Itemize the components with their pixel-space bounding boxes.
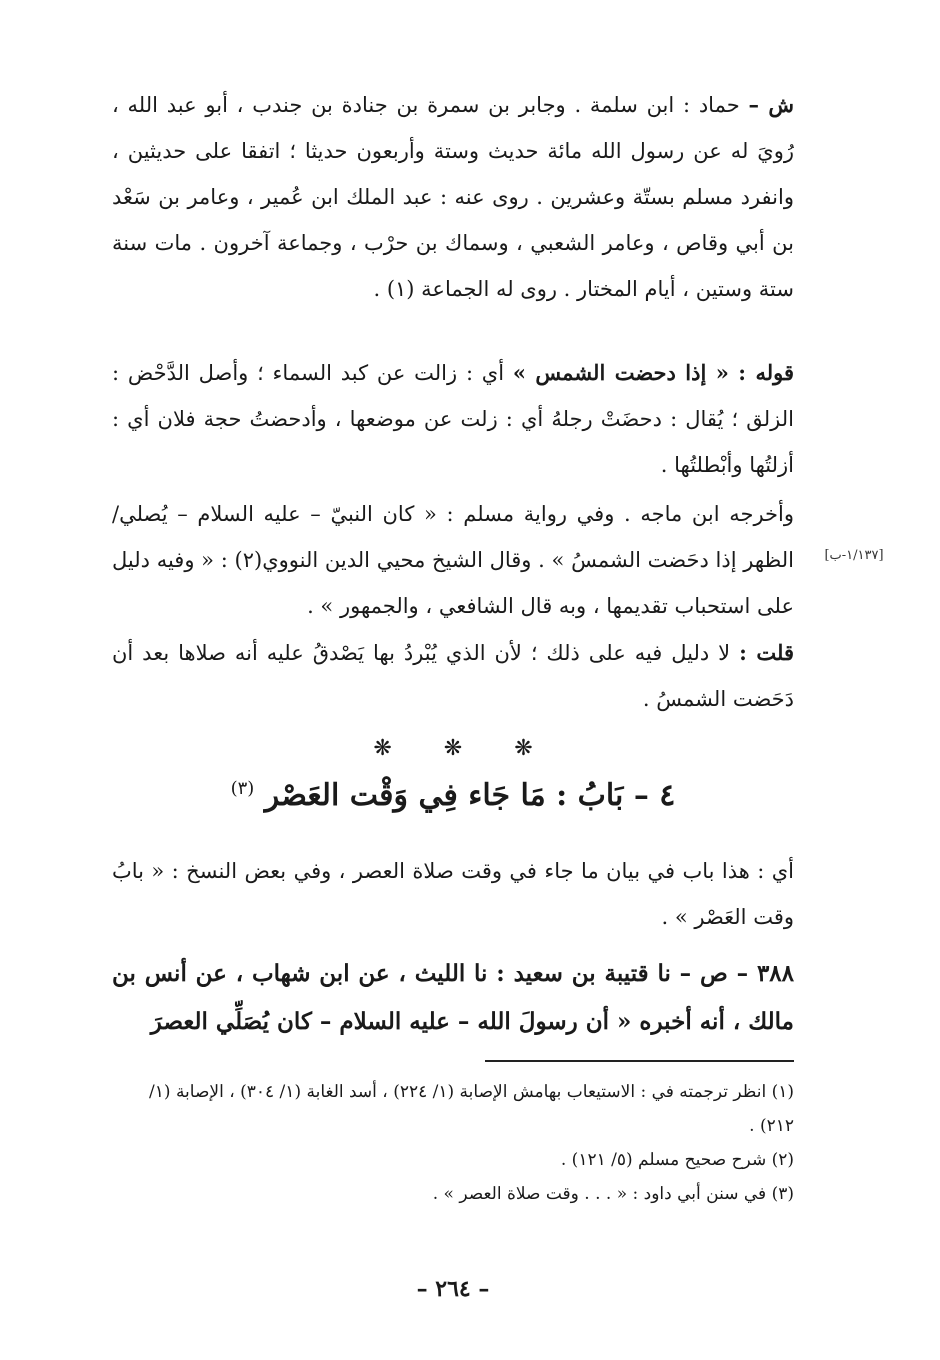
footnotes-list — [112, 1075, 794, 1211]
page-number: – ٢٦٤ – — [416, 1276, 490, 1302]
commentary-paragraph-sources — [112, 491, 794, 629]
commentary-paragraph-opinion — [112, 630, 794, 722]
commentary-lead: ش – — [748, 92, 794, 117]
footnote-divider — [485, 1060, 794, 1062]
chapter-title: ٤ – بَابُ : مَا جَاء فِي وَقْت العَصْر — [264, 778, 676, 813]
star-ornament: ❋ — [373, 736, 392, 761]
star-ornament: ❋ — [443, 736, 463, 761]
manuscript-folio-marker: [١/١٣٧-ب] — [824, 548, 884, 563]
footnote-item: (٢) شرح صحيح مسلم (٥/ ١٢١) . — [560, 1150, 794, 1170]
footnote-ref: (٣) — [230, 778, 255, 799]
hadith-text: ٣٨٨ – ص – نا قتيبة بن سعيد : نا الليث ، عن ابن شهاب ، عن أنس بن مالك ، أنه أخبره « أن رسولَ الله – عليه السلام – كان يُصَلِّي العصرَ — [112, 960, 794, 1035]
section-separator — [112, 736, 794, 761]
footnote-item: (١) انظر ترجمته في : الاستيعاب بهامش الإصابة (١/ ٢٢٤) ، أسد الغابة (١/ ٣٠٤) ، الإصابة (١/ ٢١٢) . — [149, 1082, 794, 1136]
quoted-phrase: قوله : « إذا دحضت الشمس » — [512, 360, 794, 385]
paragraph-text: أي : زالت عن كبد السماء ؛ وأصل الدَّحْض : الزلق ؛ يُقال : دحضَتْ رجلهُ أي : زلت عن موضعها ، وأدحضتُ حجة فلان أي : أزلتُها وأبْطلتُها . — [112, 361, 794, 477]
star-ornament: ❋ — [514, 736, 533, 761]
commentary-paragraph-explanation — [112, 350, 794, 488]
paragraph-text: وأخرجه ابن ماجه . وفي رواية مسلم : « كان النبيّ – عليه السلام – يُصلي/ الظهر إذا دحَضت الشمسُ » . وقال الشيخ محيي الدين النووي(٢) : « وفيه دليل على استحباب تقديمها ، وبه قال الشافعي ، والجمهور » . — [112, 502, 794, 618]
commentary-lead: قلت : — [739, 640, 794, 665]
commentary-paragraph-narrators — [112, 82, 794, 312]
paragraph-text: حماد : ابن سلمة . وجابر بن سمرة بن جنادة بن جندب ، أبو عبد الله ، رُويَ له عن رسول الله مائة حديث وستة وأربعون حديثا ؛ اتفقا على حديثين ، وانفرد مسلم بستّة وعشرين . روى عنه : عبد الملك ابن عُمير ، وعامر بن سَعْد بن أبي وقاص ، وعامر الشعبي ، وسماك بن حرْب ، وجماعة آخرون . مات سنة ستة وستين ، أيام المختار . روى له الجماعة (١) . — [112, 93, 794, 301]
paragraph-text: أي : هذا باب في بيان ما جاء في وقت صلاة العصر ، وفي بعض النسخ : « بابُ وقت العَصْر » . — [112, 859, 795, 929]
footnote-item: (٣) في سنن أبي داود : « . . . وقت صلاة العصر » . — [432, 1184, 794, 1204]
paragraph-text: لا دليل فيه على ذلك ؛ لأن الذي يُبْردُ بها يَصْدقُ عليه أنه صلاها بعد أن دَحَضت الشمسُ . — [112, 641, 794, 711]
chapter-heading — [112, 778, 794, 813]
chapter-intro-paragraph — [112, 848, 794, 940]
